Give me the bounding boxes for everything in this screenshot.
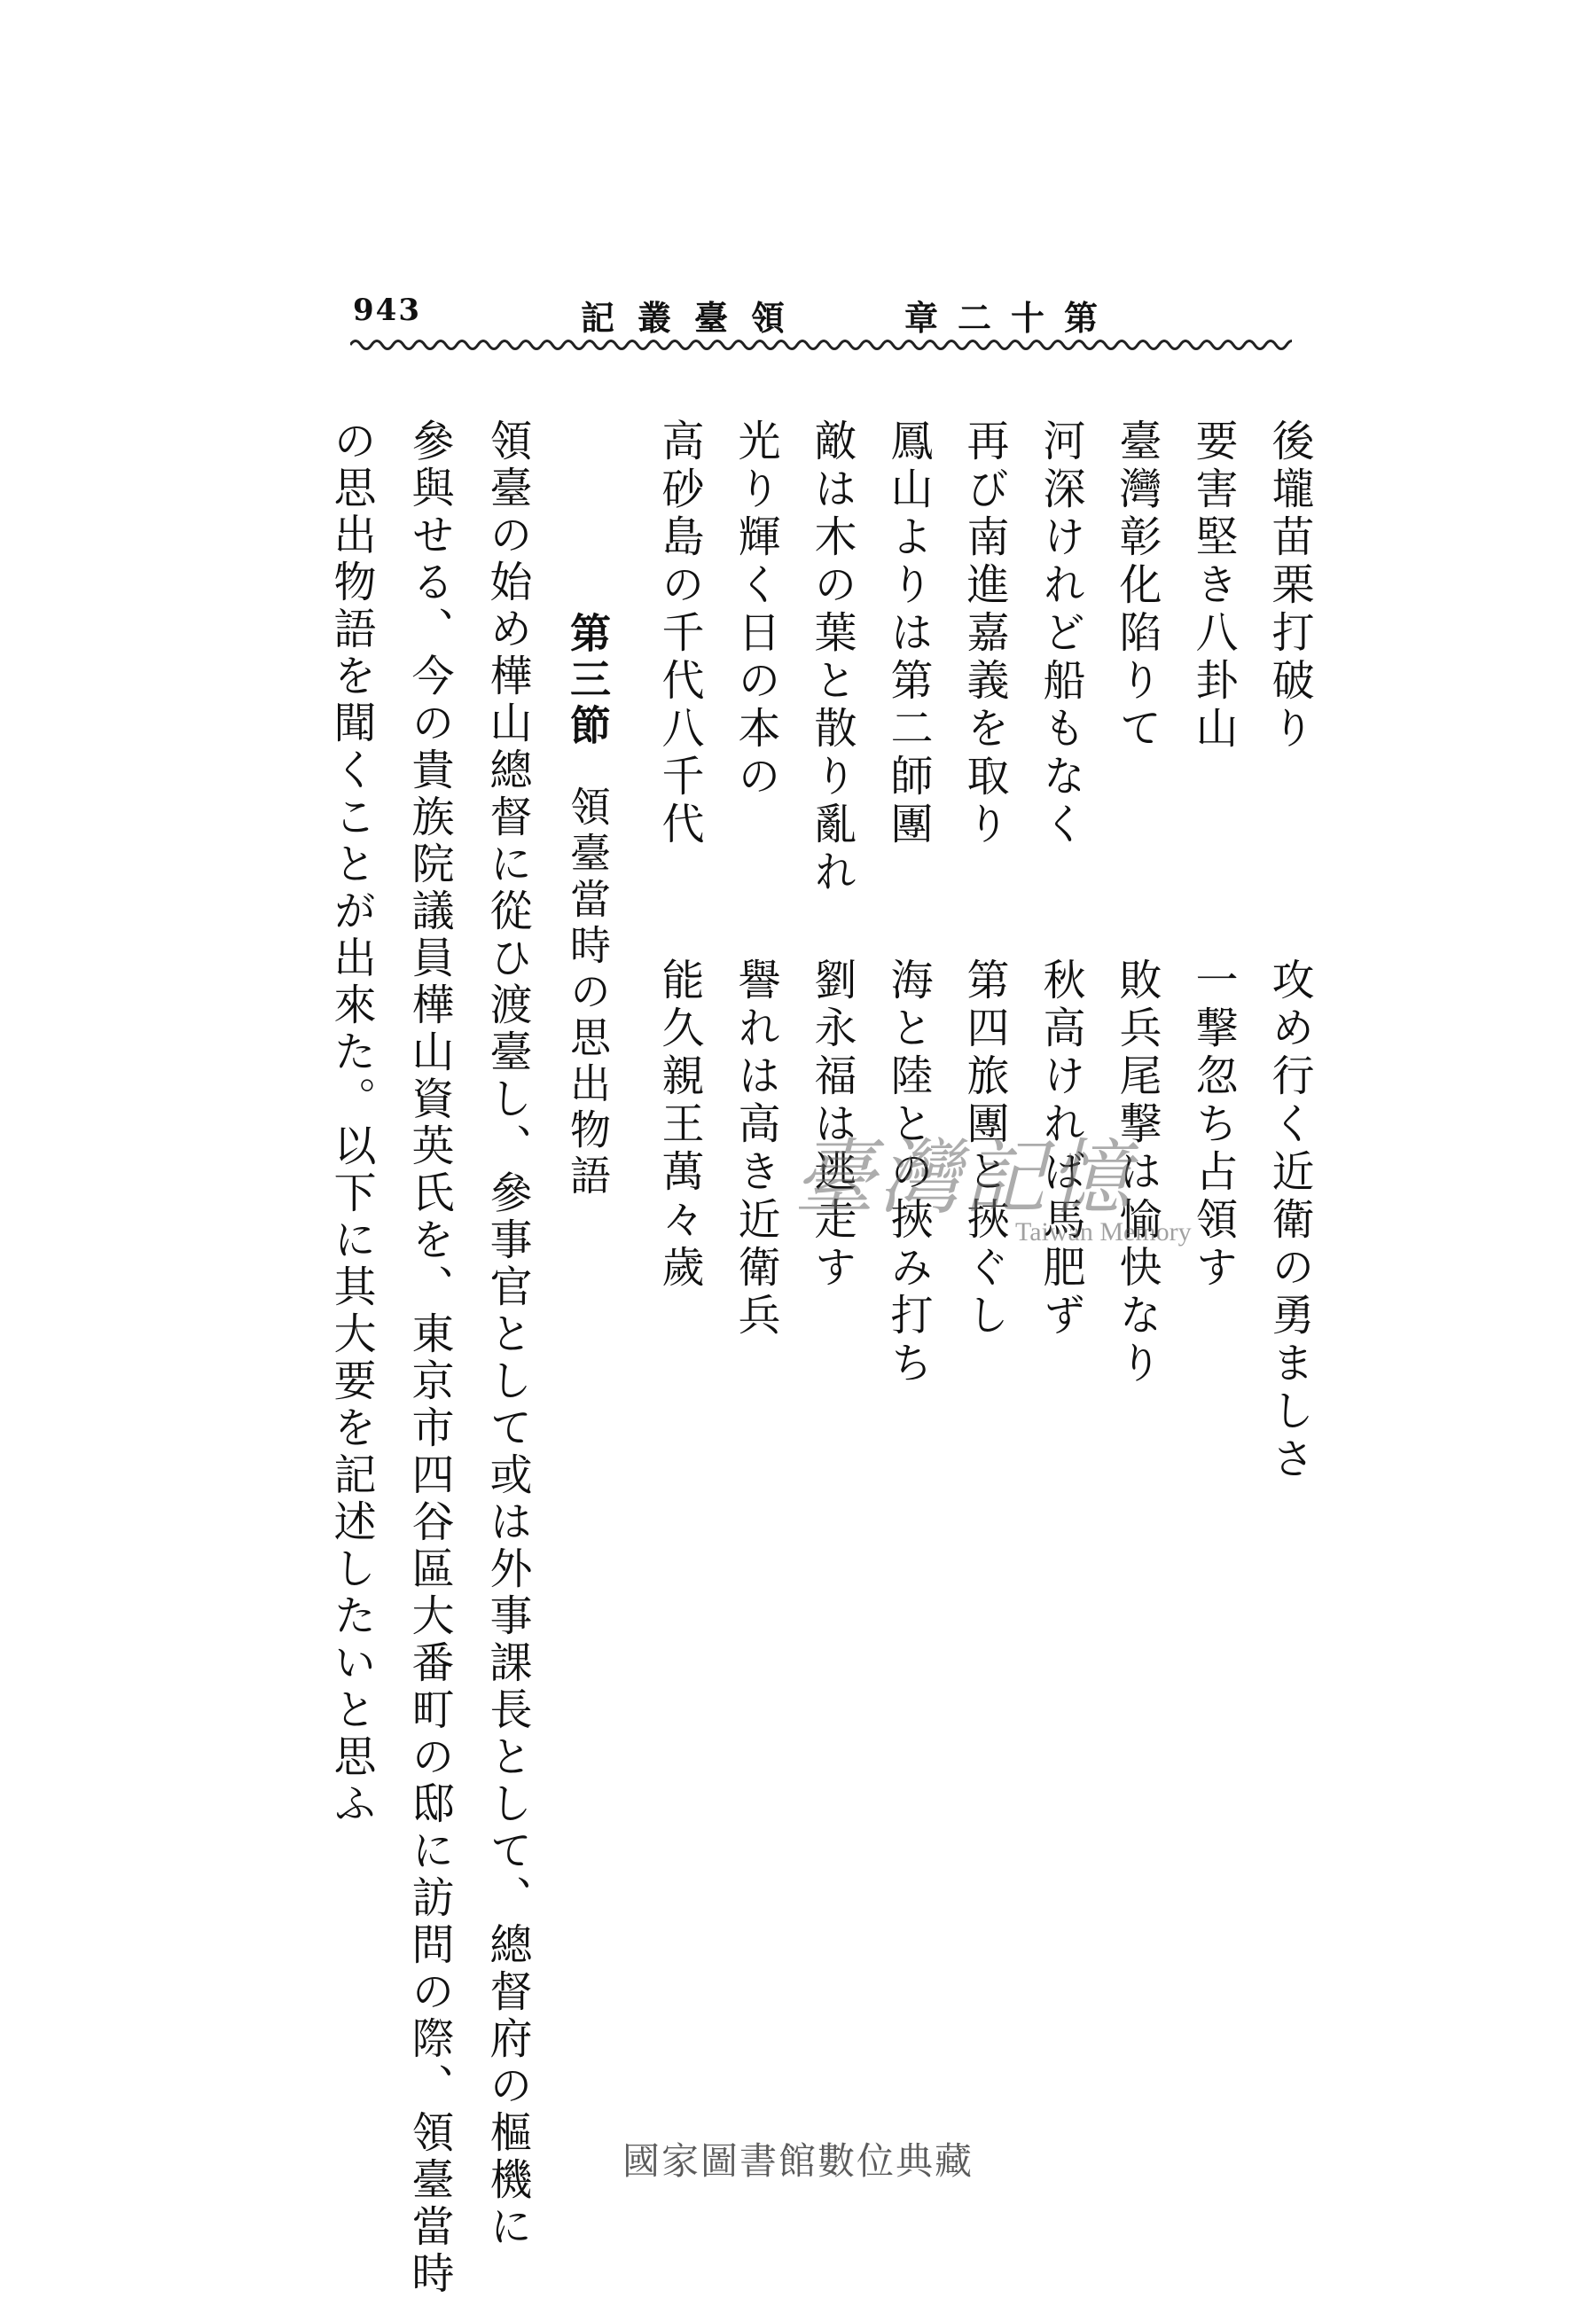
poem-line: 要害堅き八卦山 bbox=[1188, 418, 1238, 754]
footer-credit: 國家圖書館數位典藏 bbox=[622, 2139, 974, 2183]
body-line: 領臺の始め樺山總督に從ひ渡臺し、參事官として或は外事課長として、總督府の樞機に bbox=[482, 418, 532, 2251]
poem-line: 一撃忽ち占領す bbox=[1188, 958, 1238, 1293]
taiwan-memory-watermark bbox=[794, 1113, 1255, 1263]
poem-line: 秋高ければ馬肥ず bbox=[1036, 958, 1085, 1340]
poem-line: 攻め行く近衛の勇ましさ bbox=[1264, 958, 1314, 1484]
poem-line: 敵は木の葉と散り亂れ bbox=[807, 418, 857, 897]
section-number: 第三節 bbox=[564, 612, 612, 750]
section-heading bbox=[564, 612, 612, 1200]
running-title: 記叢臺領 bbox=[581, 298, 809, 338]
poem-line: 第四旅團と挾ぐし bbox=[959, 958, 1009, 1340]
body-line: 參與せる、今の貴族院議員樺山資英氏を、東京市四谷區大番町の邸に訪問の際、領臺當時 bbox=[404, 418, 454, 2298]
watermark-english: Taiwan Memory bbox=[1015, 1217, 1192, 1247]
poem-line: 臺灣彰化陷りて bbox=[1112, 418, 1162, 754]
watermark-chinese: 臺灣記憶 bbox=[794, 1130, 1135, 1225]
body-line: の思出物語を聞くことが出來た。以下に其大要を記述したいと思ふ bbox=[326, 418, 376, 1828]
poem-line: 後壠苗栗打破り bbox=[1264, 418, 1314, 754]
poem-line: 敗兵尾撃は愉快なり bbox=[1112, 958, 1162, 1388]
section-title: 領臺當時の思出物語 bbox=[564, 786, 612, 1200]
poem-line: 光り輝く日の本の bbox=[731, 418, 780, 801]
poem-line: 譽れは高き近衛兵 bbox=[731, 958, 780, 1340]
poem-line: 高砂島の千代八千代 bbox=[654, 418, 704, 849]
poem-line: 劉永福は逃走す bbox=[807, 958, 857, 1293]
poem-line: 再び南進嘉義を取り bbox=[959, 418, 1009, 849]
page-number: 943 bbox=[353, 293, 421, 328]
chapter-label: 章二十第 bbox=[904, 298, 1118, 338]
poem-line: 河深けれど船もなく bbox=[1036, 418, 1085, 849]
poem-line: 能久親王萬々歲 bbox=[654, 958, 704, 1293]
wavy-rule-divider bbox=[350, 335, 1292, 355]
poem-line: 海と陸との挾み打ち bbox=[883, 958, 933, 1388]
poem-line: 鳳山よりは第二師團 bbox=[883, 418, 933, 849]
